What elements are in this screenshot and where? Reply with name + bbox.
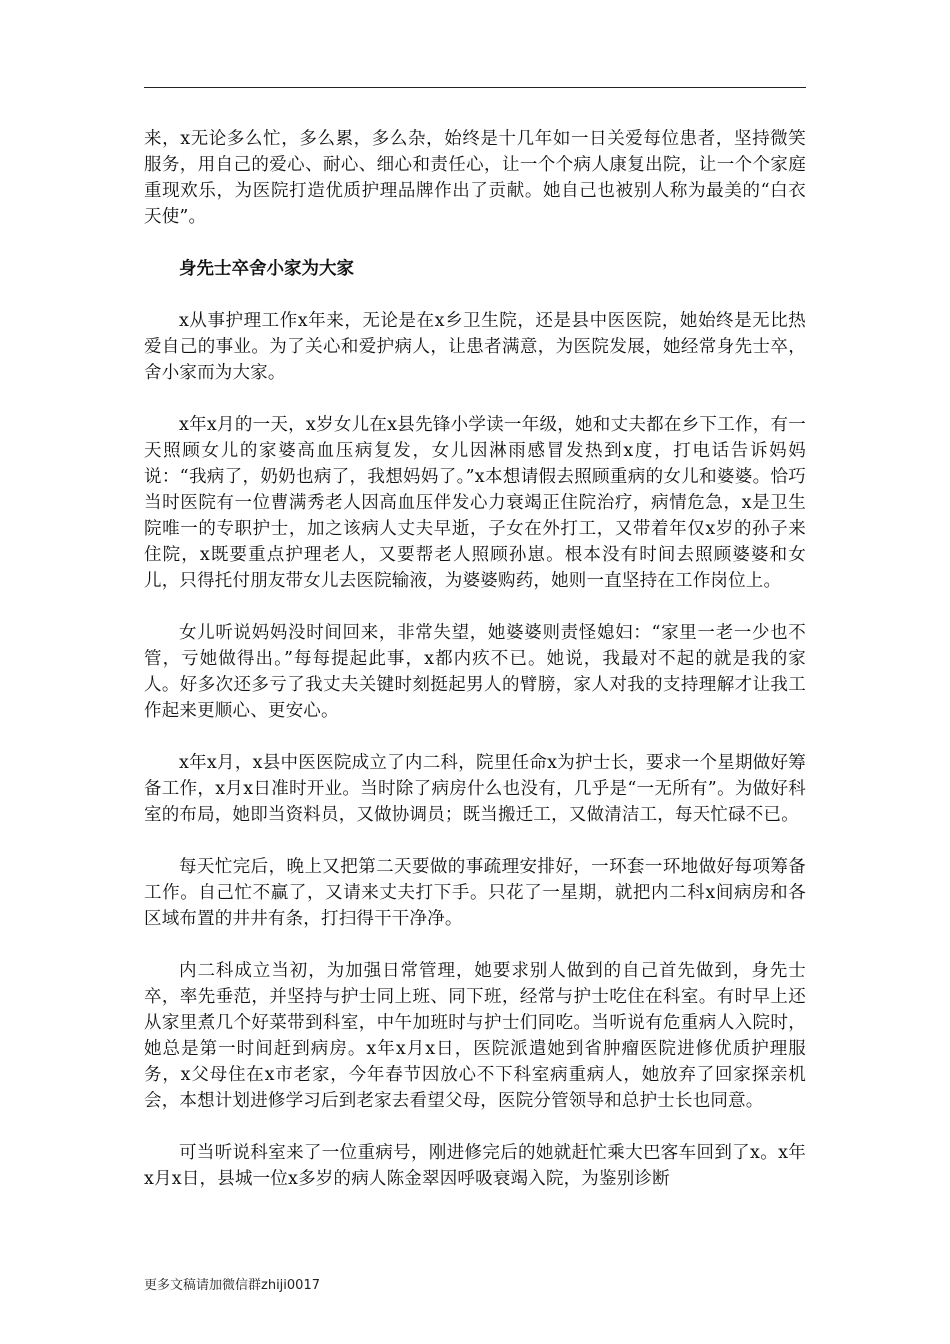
paragraph: 每天忙完后，晚上又把第二天要做的事疏理安排好，一环套一环地做好每项筹备工作。自己忙不赢了，又请来丈夫打下手。只花了一星期，就把内二科x间病房和各区域布置的井井有条，打扫得干干净净。 — [144, 857, 806, 929]
section-heading: 身先士卒舍小家为大家 — [179, 259, 354, 279]
page-footer: 更多文稿请加微信群zhiji0017 — [144, 1278, 320, 1293]
paragraph: x年x月的一天，x岁女儿在x县先锋小学读一年级，她和丈夫都在乡下工作，有一天照顾女儿的家婆高血压病复发，女儿因淋雨感冒发热到x度，打电话告诉妈妈说：“我病了，奶奶也病了，我想妈妈了。”x本想请假去照顾重病的女儿和婆婆。恰巧当时医院有一位曹满秀老人因高血压伴发心力衰竭正住院治疗，病情危急，x是卫生院唯一的专职护士，加之该病人丈夫早逝，子女在外打工，又带着年仅x岁的孙子来住院，x既要重点护理老人，又要帮老人照顾孙崽。根本没有时间去照顾婆婆和女儿，只得托付朋友带女儿去医院输液，为婆婆购药，她则一直坚持在工作岗位上。 — [144, 415, 806, 591]
paragraph: x年x月，x县中医医院成立了内二科，院里任命x为护士长，要求一个星期做好筹备工作，x月x日准时开业。当时除了病房什么也没有，几乎是“一无所有”。为做好科室的布局，她即当资料员，又做协调员；既当搬迁工，又做清洁工，每天忙碌不已。 — [144, 753, 806, 825]
paragraph: x从事护理工作x年来，无论是在x乡卫生院，还是县中医医院，她始终是无比热爱自己的事业。为了关心和爱护病人，让患者满意，为医院发展，她经常身先士卒，舍小家而为大家。 — [144, 311, 806, 383]
paragraph: 内二科成立当初，为加强日常管理，她要求别人做到的自己首先做到，身先士卒，率先垂范，并坚持与护士同上班、同下班，经常与护士吃住在科室。有时早上还从家里煮几个好菜带到科室，中午加班时与护士们同吃。当听说有危重病人入院时，她总是第一时间赶到病房。x年x月x日，医院派遣她到省肿瘤医院进修优质护理服务，x父母住在x市老家，今年春节因放心不下科室病重病人，她放弃了回家探亲机会，本想计划进修学习后到老家去看望父母，医院分管领导和总护士长也同意。 — [144, 961, 806, 1111]
header-rule — [144, 87, 806, 88]
paragraph: 可当听说科室来了一位重病号，刚进修完后的她就赶忙乘大巴客车回到了x。x年x月x日，县城一位x多岁的病人陈金翠因呼吸衰竭入院，为鉴别诊断 — [144, 1143, 806, 1189]
paragraph: 女儿听说妈妈没时间回来，非常失望，她婆婆则责怪媳妇：“家里一老一少也不管，亏她做得出。”每每提起此事，x都内疚不已。她说，我最对不起的就是我的家人。好多次还多亏了我丈夫关键时刻挺起男人的臂膀，家人对我的支持理解才让我工作起来更顺心、更安心。 — [144, 623, 806, 721]
document-body — [144, 126, 806, 1218]
paragraph-intro-continuation: 来，x无论多么忙，多么累，多么杂，始终是十几年如一日关爱每位患者，坚持微笑服务，用自己的爱心、耐心、细心和责任心，让一个个病人康复出院，让一个个家庭重现欢乐，为医院打造优质护理品牌作出了贡献。她自己也被别人称为最美的“白衣天使”。 — [144, 129, 806, 227]
